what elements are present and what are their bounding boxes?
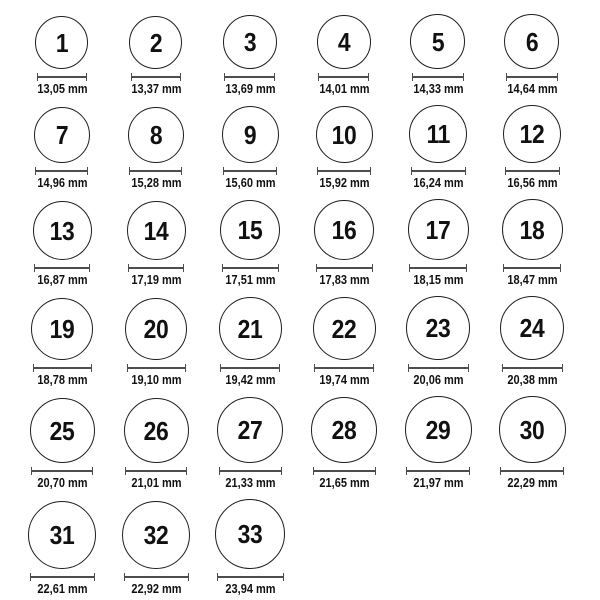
size-circle bbox=[311, 397, 377, 463]
ring-size-item bbox=[499, 396, 566, 489]
size-number: 7 bbox=[55, 120, 69, 150]
diameter-label: 14,64 mm bbox=[506, 82, 558, 96]
diameter-label: 22,92 mm bbox=[130, 582, 182, 596]
diameter-label: 18,78 mm bbox=[36, 373, 88, 387]
size-number: 6 bbox=[525, 26, 539, 57]
diameter-label: 18,15 mm bbox=[412, 273, 464, 287]
diameter-label: 20,70 mm bbox=[36, 476, 88, 490]
ring-size-item bbox=[34, 16, 91, 95]
ring-size-item bbox=[222, 106, 279, 189]
ring-size-item bbox=[222, 15, 279, 95]
diameter-label: 14,01 mm bbox=[318, 82, 370, 96]
size-circle bbox=[122, 501, 190, 569]
ring-size-item bbox=[410, 14, 467, 95]
size-number: 15 bbox=[237, 215, 263, 245]
diameter-label: 21,97 mm bbox=[412, 476, 464, 490]
ring-size-item bbox=[313, 297, 376, 386]
diameter-ruler bbox=[220, 364, 280, 372]
size-number: 2 bbox=[149, 27, 163, 58]
size-number: 16 bbox=[331, 215, 357, 245]
diameter-label: 15,60 mm bbox=[224, 176, 276, 190]
size-circle bbox=[28, 501, 96, 569]
size-circle bbox=[410, 14, 465, 69]
diameter-ruler bbox=[314, 364, 374, 372]
diameter-ruler bbox=[34, 264, 90, 272]
ring-size-item bbox=[405, 396, 472, 489]
ring-size-item bbox=[215, 499, 285, 595]
size-circle bbox=[217, 397, 283, 463]
size-number: 29 bbox=[425, 414, 451, 445]
diameter-label: 20,06 mm bbox=[412, 373, 464, 387]
diameter-label: 19,74 mm bbox=[318, 373, 370, 387]
ring-size-item bbox=[314, 200, 374, 286]
size-circle bbox=[504, 14, 559, 69]
ring-size-item bbox=[311, 397, 377, 489]
size-number: 19 bbox=[49, 314, 75, 344]
diameter-label: 13,69 mm bbox=[224, 82, 276, 96]
ring-size-item bbox=[124, 398, 189, 489]
ring-size-item bbox=[128, 107, 185, 189]
ring-size-item bbox=[31, 298, 93, 386]
diameter-label: 19,10 mm bbox=[130, 373, 182, 387]
diameter-label: 21,65 mm bbox=[318, 476, 370, 490]
diameter-ruler bbox=[500, 467, 564, 475]
diameter-ruler bbox=[37, 73, 87, 81]
diameter-ruler bbox=[318, 73, 369, 81]
size-number: 8 bbox=[149, 120, 163, 150]
size-number: 28 bbox=[331, 415, 357, 445]
ring-size-item bbox=[30, 398, 95, 489]
size-circle bbox=[314, 200, 374, 260]
diameter-ruler bbox=[131, 73, 181, 81]
size-circle bbox=[128, 107, 184, 163]
size-circle bbox=[219, 297, 282, 360]
diameter-label: 14,96 mm bbox=[36, 176, 88, 190]
ring-size-item bbox=[500, 296, 564, 386]
ring-size-item bbox=[316, 106, 373, 189]
diameter-label: 22,29 mm bbox=[506, 476, 558, 490]
size-circle bbox=[313, 297, 376, 360]
size-circle bbox=[34, 107, 90, 163]
diameter-ruler bbox=[408, 364, 469, 372]
size-number: 5 bbox=[431, 26, 445, 57]
ring-size-item bbox=[127, 201, 186, 286]
diameter-label: 14,33 mm bbox=[412, 82, 464, 96]
diameter-ruler bbox=[33, 364, 92, 372]
ring-size-item bbox=[502, 199, 563, 286]
ring-size-item bbox=[408, 199, 469, 286]
size-circle bbox=[30, 398, 95, 463]
size-number: 24 bbox=[519, 313, 545, 343]
size-number: 20 bbox=[143, 314, 169, 344]
diameter-label: 21,33 mm bbox=[224, 476, 276, 490]
size-number: 18 bbox=[519, 214, 545, 245]
size-number: 30 bbox=[519, 414, 545, 445]
size-circle bbox=[33, 201, 92, 260]
diameter-label: 18,47 mm bbox=[506, 273, 558, 287]
diameter-label: 20,38 mm bbox=[506, 373, 558, 387]
diameter-ruler bbox=[316, 264, 373, 272]
size-number: 9 bbox=[243, 119, 257, 150]
size-circle bbox=[317, 15, 371, 69]
size-circle bbox=[215, 499, 285, 569]
diameter-label: 21,01 mm bbox=[130, 476, 182, 490]
size-number: 23 bbox=[425, 313, 451, 343]
ring-size-item bbox=[503, 105, 561, 189]
size-number: 12 bbox=[519, 119, 545, 149]
ring-size-item bbox=[409, 105, 467, 189]
size-circle bbox=[220, 200, 280, 260]
size-circle bbox=[500, 296, 564, 360]
ring-size-item bbox=[122, 501, 190, 595]
ring-size-item bbox=[33, 201, 92, 286]
diameter-label: 22,61 mm bbox=[36, 582, 88, 596]
diameter-ruler bbox=[31, 467, 93, 475]
diameter-ruler bbox=[409, 264, 467, 272]
diameter-label: 13,05 mm bbox=[36, 82, 88, 96]
size-circle bbox=[499, 396, 566, 463]
diameter-ruler bbox=[406, 467, 470, 475]
diameter-ruler bbox=[222, 264, 279, 272]
ring-size-item bbox=[504, 14, 561, 95]
diameter-ruler bbox=[313, 467, 376, 475]
diameter-ruler bbox=[127, 364, 186, 372]
size-circle bbox=[31, 298, 93, 360]
diameter-label: 19,42 mm bbox=[224, 373, 276, 387]
size-circle bbox=[408, 199, 469, 260]
size-number: 13 bbox=[49, 215, 75, 246]
diameter-label: 16,87 mm bbox=[36, 273, 88, 287]
ring-size-item bbox=[219, 297, 282, 386]
diameter-label: 13,37 mm bbox=[130, 82, 182, 96]
diameter-ruler bbox=[30, 573, 95, 581]
diameter-ruler bbox=[224, 73, 275, 81]
diameter-ruler bbox=[503, 264, 561, 272]
size-circle bbox=[222, 106, 279, 163]
size-number: 3 bbox=[243, 27, 257, 57]
size-number: 27 bbox=[237, 415, 263, 445]
size-circle bbox=[406, 296, 470, 360]
size-circle bbox=[124, 398, 189, 463]
diameter-label: 17,83 mm bbox=[318, 273, 370, 287]
diameter-label: 15,92 mm bbox=[318, 176, 370, 190]
size-number: 22 bbox=[331, 313, 357, 344]
ring-size-item bbox=[34, 107, 91, 189]
size-circle bbox=[409, 105, 467, 163]
size-number: 26 bbox=[143, 415, 169, 446]
size-circle bbox=[223, 15, 277, 69]
size-circle bbox=[127, 201, 186, 260]
diameter-label: 17,51 mm bbox=[224, 273, 276, 287]
diameter-label: 15,28 mm bbox=[130, 176, 182, 190]
size-circle bbox=[503, 105, 561, 163]
ring-size-item bbox=[125, 298, 187, 386]
size-number: 32 bbox=[143, 520, 169, 550]
size-circle bbox=[129, 16, 182, 69]
diameter-ruler bbox=[223, 167, 277, 175]
diameter-ruler bbox=[506, 73, 558, 81]
size-number: 10 bbox=[331, 119, 357, 150]
size-number: 21 bbox=[237, 313, 263, 344]
diameter-ruler bbox=[128, 264, 184, 272]
diameter-ruler bbox=[219, 467, 282, 475]
diameter-ruler bbox=[217, 573, 284, 581]
diameter-ruler bbox=[125, 467, 187, 475]
diameter-ruler bbox=[124, 573, 189, 581]
ring-size-item bbox=[220, 200, 280, 286]
size-number: 4 bbox=[337, 27, 351, 57]
size-number: 14 bbox=[143, 215, 169, 246]
diameter-label: 16,24 mm bbox=[412, 176, 464, 190]
diameter-ruler bbox=[505, 167, 560, 175]
size-circle bbox=[405, 396, 472, 463]
size-number: 31 bbox=[49, 520, 75, 550]
diameter-ruler bbox=[411, 167, 466, 175]
ring-size-item bbox=[128, 16, 185, 95]
diameter-ruler bbox=[317, 167, 371, 175]
size-number: 17 bbox=[425, 214, 451, 245]
size-circle bbox=[502, 199, 563, 260]
diameter-ruler bbox=[412, 73, 464, 81]
size-circle bbox=[316, 106, 373, 163]
diameter-label: 16,56 mm bbox=[506, 176, 558, 190]
diameter-ruler bbox=[35, 167, 88, 175]
size-number: 33 bbox=[237, 519, 263, 549]
ring-size-item bbox=[28, 501, 96, 595]
size-circle bbox=[125, 298, 187, 360]
diameter-ruler bbox=[129, 167, 182, 175]
diameter-label: 17,19 mm bbox=[130, 273, 182, 287]
diameter-ruler bbox=[502, 364, 563, 372]
size-number: 1 bbox=[55, 27, 69, 58]
ring-size-item bbox=[316, 15, 373, 95]
diameter-label: 23,94 mm bbox=[224, 582, 276, 596]
size-number: 25 bbox=[49, 415, 75, 446]
ring-size-item bbox=[217, 397, 283, 489]
size-number: 11 bbox=[426, 119, 450, 149]
ring-size-item bbox=[406, 296, 470, 386]
size-circle bbox=[35, 16, 88, 69]
